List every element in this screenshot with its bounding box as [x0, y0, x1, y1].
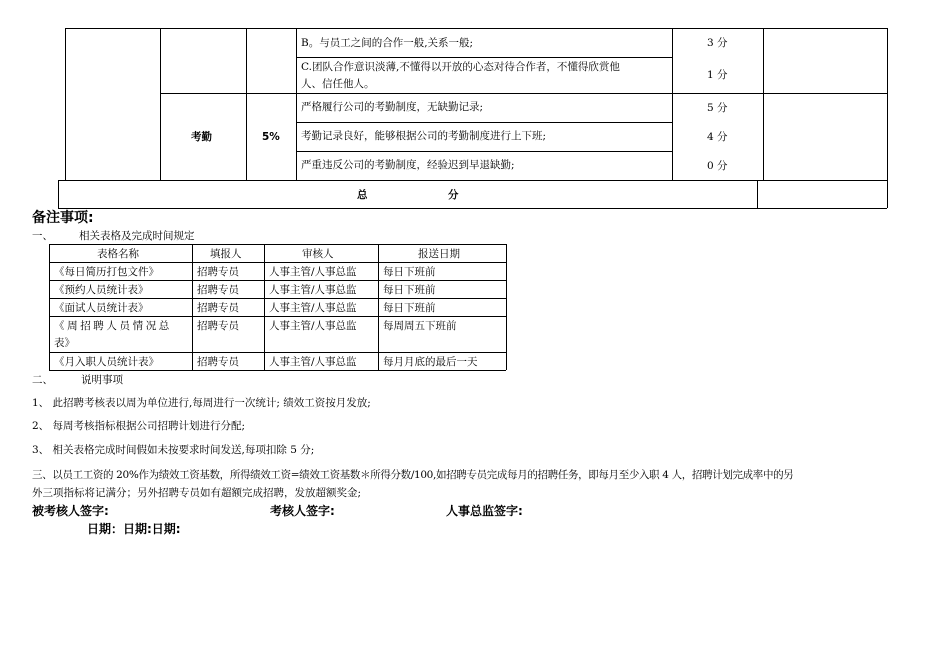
forms-row-4-name-line2: 表》: [54, 337, 75, 349]
forms-row-4-reviewer: 人事主管/人事总监: [269, 320, 357, 332]
total-label-1: 总: [357, 189, 368, 201]
note-para3-line1: 三、以员工工资的 20%作为绩效工资基数，所得绩效工资=绩效工资基数＊所得分数/100,如招聘专员完成每月的招聘任务，即每月至少入职 4 人，招聘计划完成率中的另: [32, 469, 794, 481]
section2-number: 二、: [32, 374, 53, 386]
forms-row-1-reviewer: 人事主管/人事总监: [269, 266, 357, 278]
forms-row-5-reviewer: 人事主管/人事总监: [269, 356, 357, 368]
forms-row-3-reviewer: 人事主管/人事总监: [269, 302, 357, 314]
forms-row-3-name: 《面试人员统计表》: [54, 302, 149, 314]
score-b: 3 分: [707, 37, 728, 49]
section1-title: 相关表格及完成时间规定: [79, 230, 195, 242]
forms-row-1-name: 《每日简历打包文件》: [54, 266, 159, 278]
total-label-2: 分: [448, 189, 459, 201]
attendance-criterion-3: 严重违反公司的考勤制度，经验迟到早退缺勤;: [301, 159, 515, 171]
forms-row-2-date: 每日下班前: [383, 284, 436, 296]
notes-heading: 备注事项:: [32, 210, 94, 226]
attendance-score-1: 5 分: [707, 102, 728, 114]
forms-row-3-filler: 招聘专员: [197, 302, 239, 314]
forms-row-4-filler: 招聘专员: [197, 320, 239, 332]
section2-title: 说明事项: [81, 374, 123, 386]
forms-row-2-filler: 招聘专员: [197, 284, 239, 296]
forms-row-5-name: 《月入职人员统计表》: [54, 356, 159, 368]
note-para3-line2: 外三项指标将记满分；另外招聘专员如有超额完成招聘，发放超额奖金;: [32, 487, 362, 499]
section1-number: 一、: [32, 230, 53, 242]
criterion-c-line2: 人、信任他人。: [301, 78, 375, 90]
note-item-2: 2、 每周考核指标根据公司招聘计划进行分配;: [32, 420, 246, 432]
forms-row-4-name-line1: 《周招聘人员情况总: [54, 320, 172, 332]
forms-row-3-date: 每日下班前: [383, 302, 436, 314]
attendance-score-2: 4 分: [707, 131, 728, 143]
hr-director-signature-label: 人事总监签字:: [446, 504, 523, 518]
attendance-score-3: 0 分: [707, 160, 728, 172]
evaluatee-signature-label: 被考核人签字:: [32, 504, 109, 518]
attendance-weight: 5%: [262, 131, 280, 143]
score-c: 1 分: [707, 69, 728, 81]
note-item-3: 3、 相关表格完成时间假如未按要求时间发送,每项扣除 5 分;: [32, 444, 315, 456]
forms-header-filler: 填报人: [210, 248, 242, 260]
evaluator-signature-label: 考核人签字:: [270, 504, 335, 518]
forms-row-4-date: 每周周五下班前: [383, 320, 457, 332]
forms-row-5-filler: 招聘专员: [197, 356, 239, 368]
forms-row-5-date: 每月月底的最后一天: [383, 356, 478, 368]
forms-header-reviewer: 审核人: [302, 248, 334, 260]
attendance-label: 考勤: [191, 131, 212, 143]
attendance-criterion-1: 严格履行公司的考勤制度，无缺勤记录;: [301, 101, 484, 113]
forms-header-name: 表格名称: [97, 248, 139, 260]
forms-header-date: 报送日期: [418, 248, 460, 260]
forms-row-2-name: 《预约人员统计表》: [54, 284, 149, 296]
forms-row-1-filler: 招聘专员: [197, 266, 239, 278]
forms-row-1-date: 每日下班前: [383, 266, 436, 278]
criterion-b: B。与员工之间的合作一般,关系一般;: [301, 37, 474, 49]
note-item-1: 1、 此招聘考核表以周为单位进行,每周进行一次统计; 绩效工资按月发放;: [32, 397, 371, 409]
criterion-c-line1: C.团队合作意识淡薄,不懂得以开放的心态对待合作者，不懂得欣赏他: [301, 61, 620, 73]
forms-row-2-reviewer: 人事主管/人事总监: [269, 284, 357, 296]
signature-dates: 日期：日期:日期:: [87, 522, 181, 536]
attendance-criterion-2: 考勤记录良好，能够根据公司的考勤制度进行上下班;: [301, 130, 547, 142]
